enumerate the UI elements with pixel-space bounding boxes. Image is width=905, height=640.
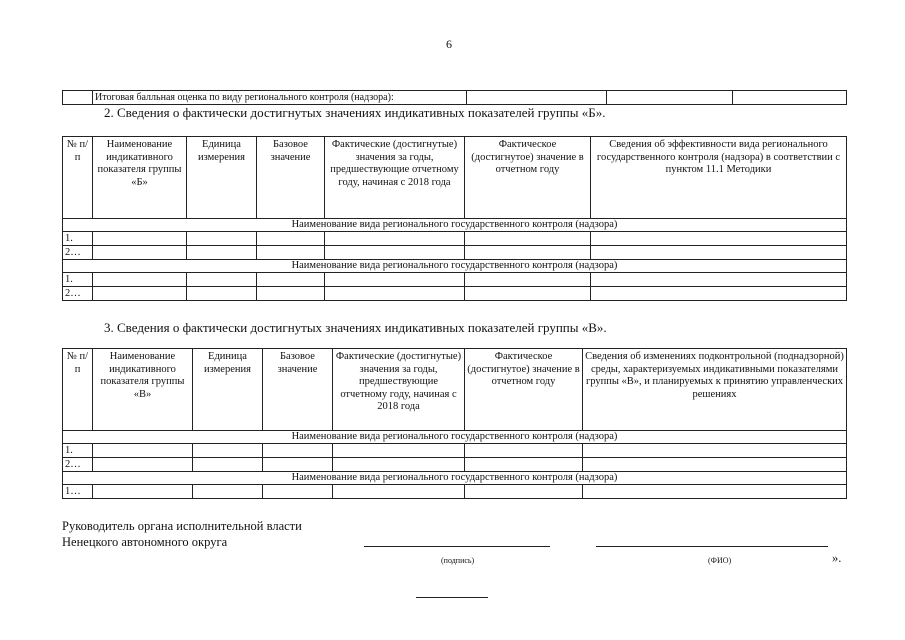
header-indicator-name: Наименование индикативного показателя группы «В»	[93, 349, 193, 431]
section2-table	[62, 136, 847, 301]
header-past-values: Фактические (достигнутые) значения за годы, предшествующие отчетному году, начиная с 2018 года	[325, 137, 465, 219]
table-row	[63, 232, 847, 246]
row-number: 1.	[63, 232, 93, 246]
table-row	[63, 458, 847, 472]
header-indicator-name: Наименование индикативного показателя группы «Б»	[93, 137, 187, 219]
header-unit: Единица измерения	[187, 137, 257, 219]
row-number: 1.	[63, 273, 93, 287]
signature-line	[364, 546, 550, 547]
header-effectiveness: Сведения об эффективности вида регионального государственного контроля (надзора) в соответствии с пунктом 11.1 Методики	[591, 137, 847, 219]
summary-table	[62, 90, 847, 105]
header-base-value: Базовое значение	[263, 349, 333, 431]
summary-value-cell	[733, 91, 847, 105]
signatory-title-line1: Руководитель органа исполнительной власти	[62, 519, 302, 533]
row-number: 1…	[63, 485, 93, 499]
row-number: 2…	[63, 458, 93, 472]
group-label: Наименование вида регионального государственного контроля (надзора)	[63, 431, 847, 444]
header-number: № п/п	[63, 137, 93, 219]
page-number: 6	[446, 37, 452, 51]
section3-table	[62, 348, 847, 499]
summary-value-cell	[467, 91, 607, 105]
row-number: 2…	[63, 287, 93, 301]
row-number: 2…	[63, 246, 93, 260]
header-environment-changes: Сведения об изменениях подконтрольной (поднадзорной) среды, характеризуемых индикативными показателями группы «В», и планируемых к принятию управленческих решениях	[583, 349, 847, 431]
summary-empty-cell	[63, 91, 93, 105]
summary-value-cell	[607, 91, 733, 105]
header-number: № п/п	[63, 349, 93, 431]
row-number: 1.	[63, 444, 93, 458]
header-current-value: Фактическое (достигнутое) значение в отчетном году	[465, 137, 591, 219]
table-row	[63, 444, 847, 458]
group-label: Наименование вида регионального государственного контроля (надзора)	[63, 260, 847, 273]
closing-quote: ».	[832, 551, 842, 565]
summary-label: Итоговая балльная оценка по виду регионального контроля (надзора):	[93, 91, 467, 105]
header-base-value: Базовое значение	[257, 137, 325, 219]
name-caption: (ФИО)	[708, 556, 732, 565]
header-unit: Единица измерения	[193, 349, 263, 431]
table-row	[63, 246, 847, 260]
group-label: Наименование вида регионального государственного контроля (надзора)	[63, 472, 847, 485]
name-line	[596, 546, 828, 547]
signature-caption: (подпись)	[441, 556, 475, 565]
group-label: Наименование вида регионального государственного контроля (надзора)	[63, 219, 847, 232]
section3-title: 3. Сведения о фактически достигнутых значениях индикативных показателей группы «В».	[104, 320, 607, 335]
header-current-value: Фактическое (достигнутое) значение в отчетном году	[465, 349, 583, 431]
table-row	[63, 273, 847, 287]
table-row	[63, 287, 847, 301]
table-row	[63, 485, 847, 499]
footer-divider	[416, 597, 488, 598]
section2-title: 2. Сведения о фактически достигнутых значениях индикативных показателей группы «Б».	[104, 105, 606, 120]
header-past-values: Фактические (достигнутые) значения за годы, предшествующие отчетному году, начиная с 2018 года	[333, 349, 465, 431]
signatory-title-line2: Ненецкого автономного округа	[62, 535, 228, 549]
